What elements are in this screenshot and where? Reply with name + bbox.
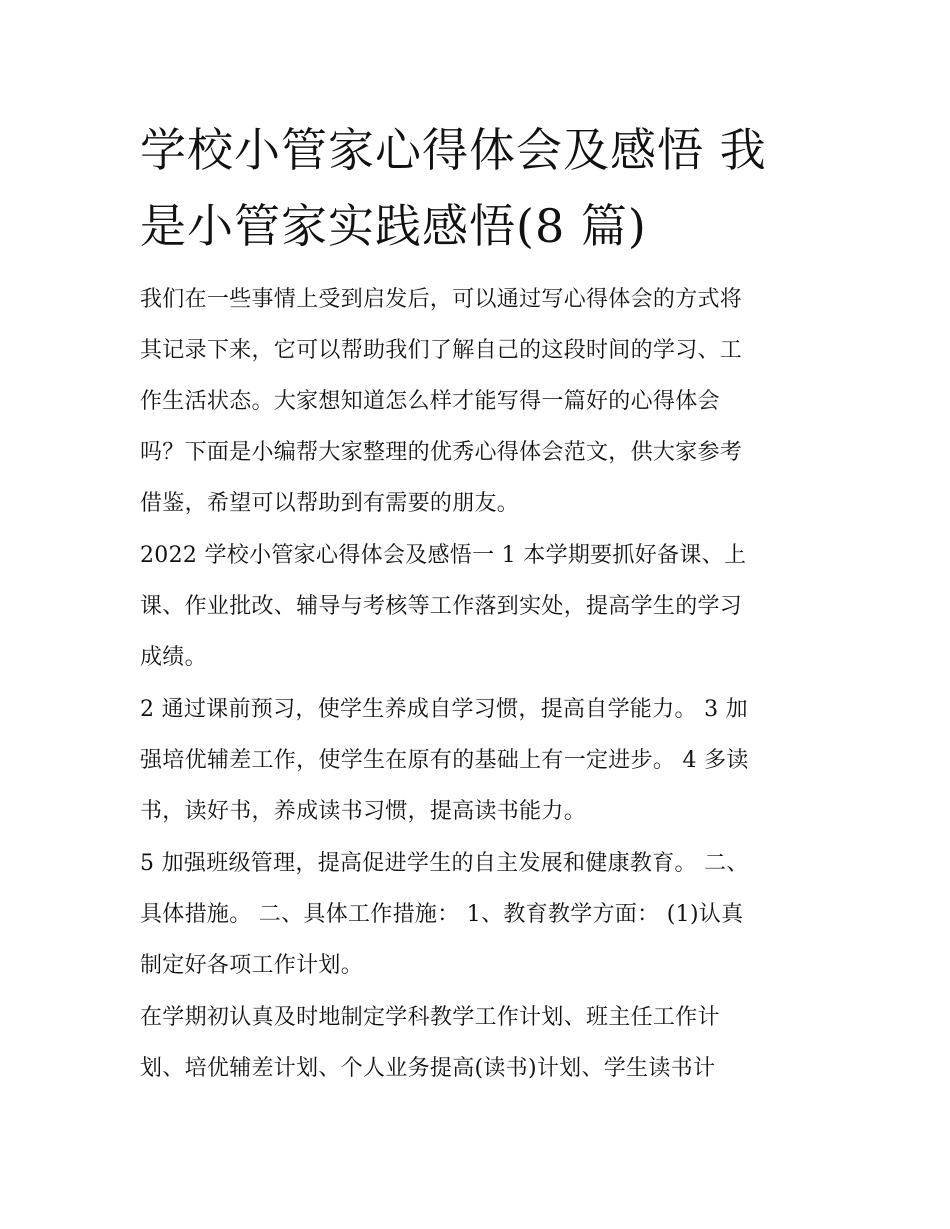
paragraph-intro <box>140 274 830 529</box>
text-line: 5 加强班级管理，提高促进学生的自主发展和健康教育。 二、 <box>140 851 749 876</box>
text-line: 借鉴，希望可以帮助到有需要的朋友。 <box>140 491 520 516</box>
document-title <box>140 112 820 264</box>
text-line: 其记录下来，它可以帮助我们了解自己的这段时间的学习、工 <box>140 338 743 363</box>
title-line-2: 是小管家实践感悟(8 篇) <box>140 199 647 253</box>
text-line: 书，读好书，养成读书习惯，提高读书能力。 <box>140 799 587 824</box>
text-line: 具体措施。 二、具体工作措施： 1、教育教学方面： (1)认真 <box>140 902 744 927</box>
text-line: 在学期初认真及时地制定学科教学工作计划、班主任工作计 <box>140 1005 720 1030</box>
text-line: 强培优辅差工作，使学生在原有的基础上有一定进步。 4 多读 <box>140 748 749 773</box>
paragraph-2 <box>140 684 830 837</box>
text-line: 制定好各项工作计划。 <box>140 953 364 978</box>
document-body <box>140 274 830 1095</box>
text-line: 课、作业批改、辅导与考核等工作落到实处，提高学生的学习 <box>140 594 743 619</box>
text-line: 作生活状态。大家想知道怎么样才能写得一篇好的心得体会 <box>140 389 720 414</box>
text-line: 2022 学校小管家心得体会及感悟一 1 本学期要抓好备课、上 <box>140 543 747 568</box>
text-line: 划、培优辅差计划、个人业务提高(读书)计划、学生读书计 <box>140 1056 716 1081</box>
paragraph-1 <box>140 530 830 683</box>
text-line: 2 通过课前预习，使学生养成自学习惯，提高自学能力。 3 加 <box>140 697 748 722</box>
text-line: 成绩。 <box>140 645 207 670</box>
title-line-1: 学校小管家心得体会及感悟 我 <box>140 123 767 177</box>
text-line: 吗？下面是小编帮大家整理的优秀心得体会范文，供大家参考 <box>140 440 743 465</box>
text-line: 我们在一些事情上受到启发后，可以通过写心得体会的方式将 <box>140 287 743 312</box>
paragraph-3 <box>140 838 830 991</box>
paragraph-4 <box>140 992 830 1094</box>
